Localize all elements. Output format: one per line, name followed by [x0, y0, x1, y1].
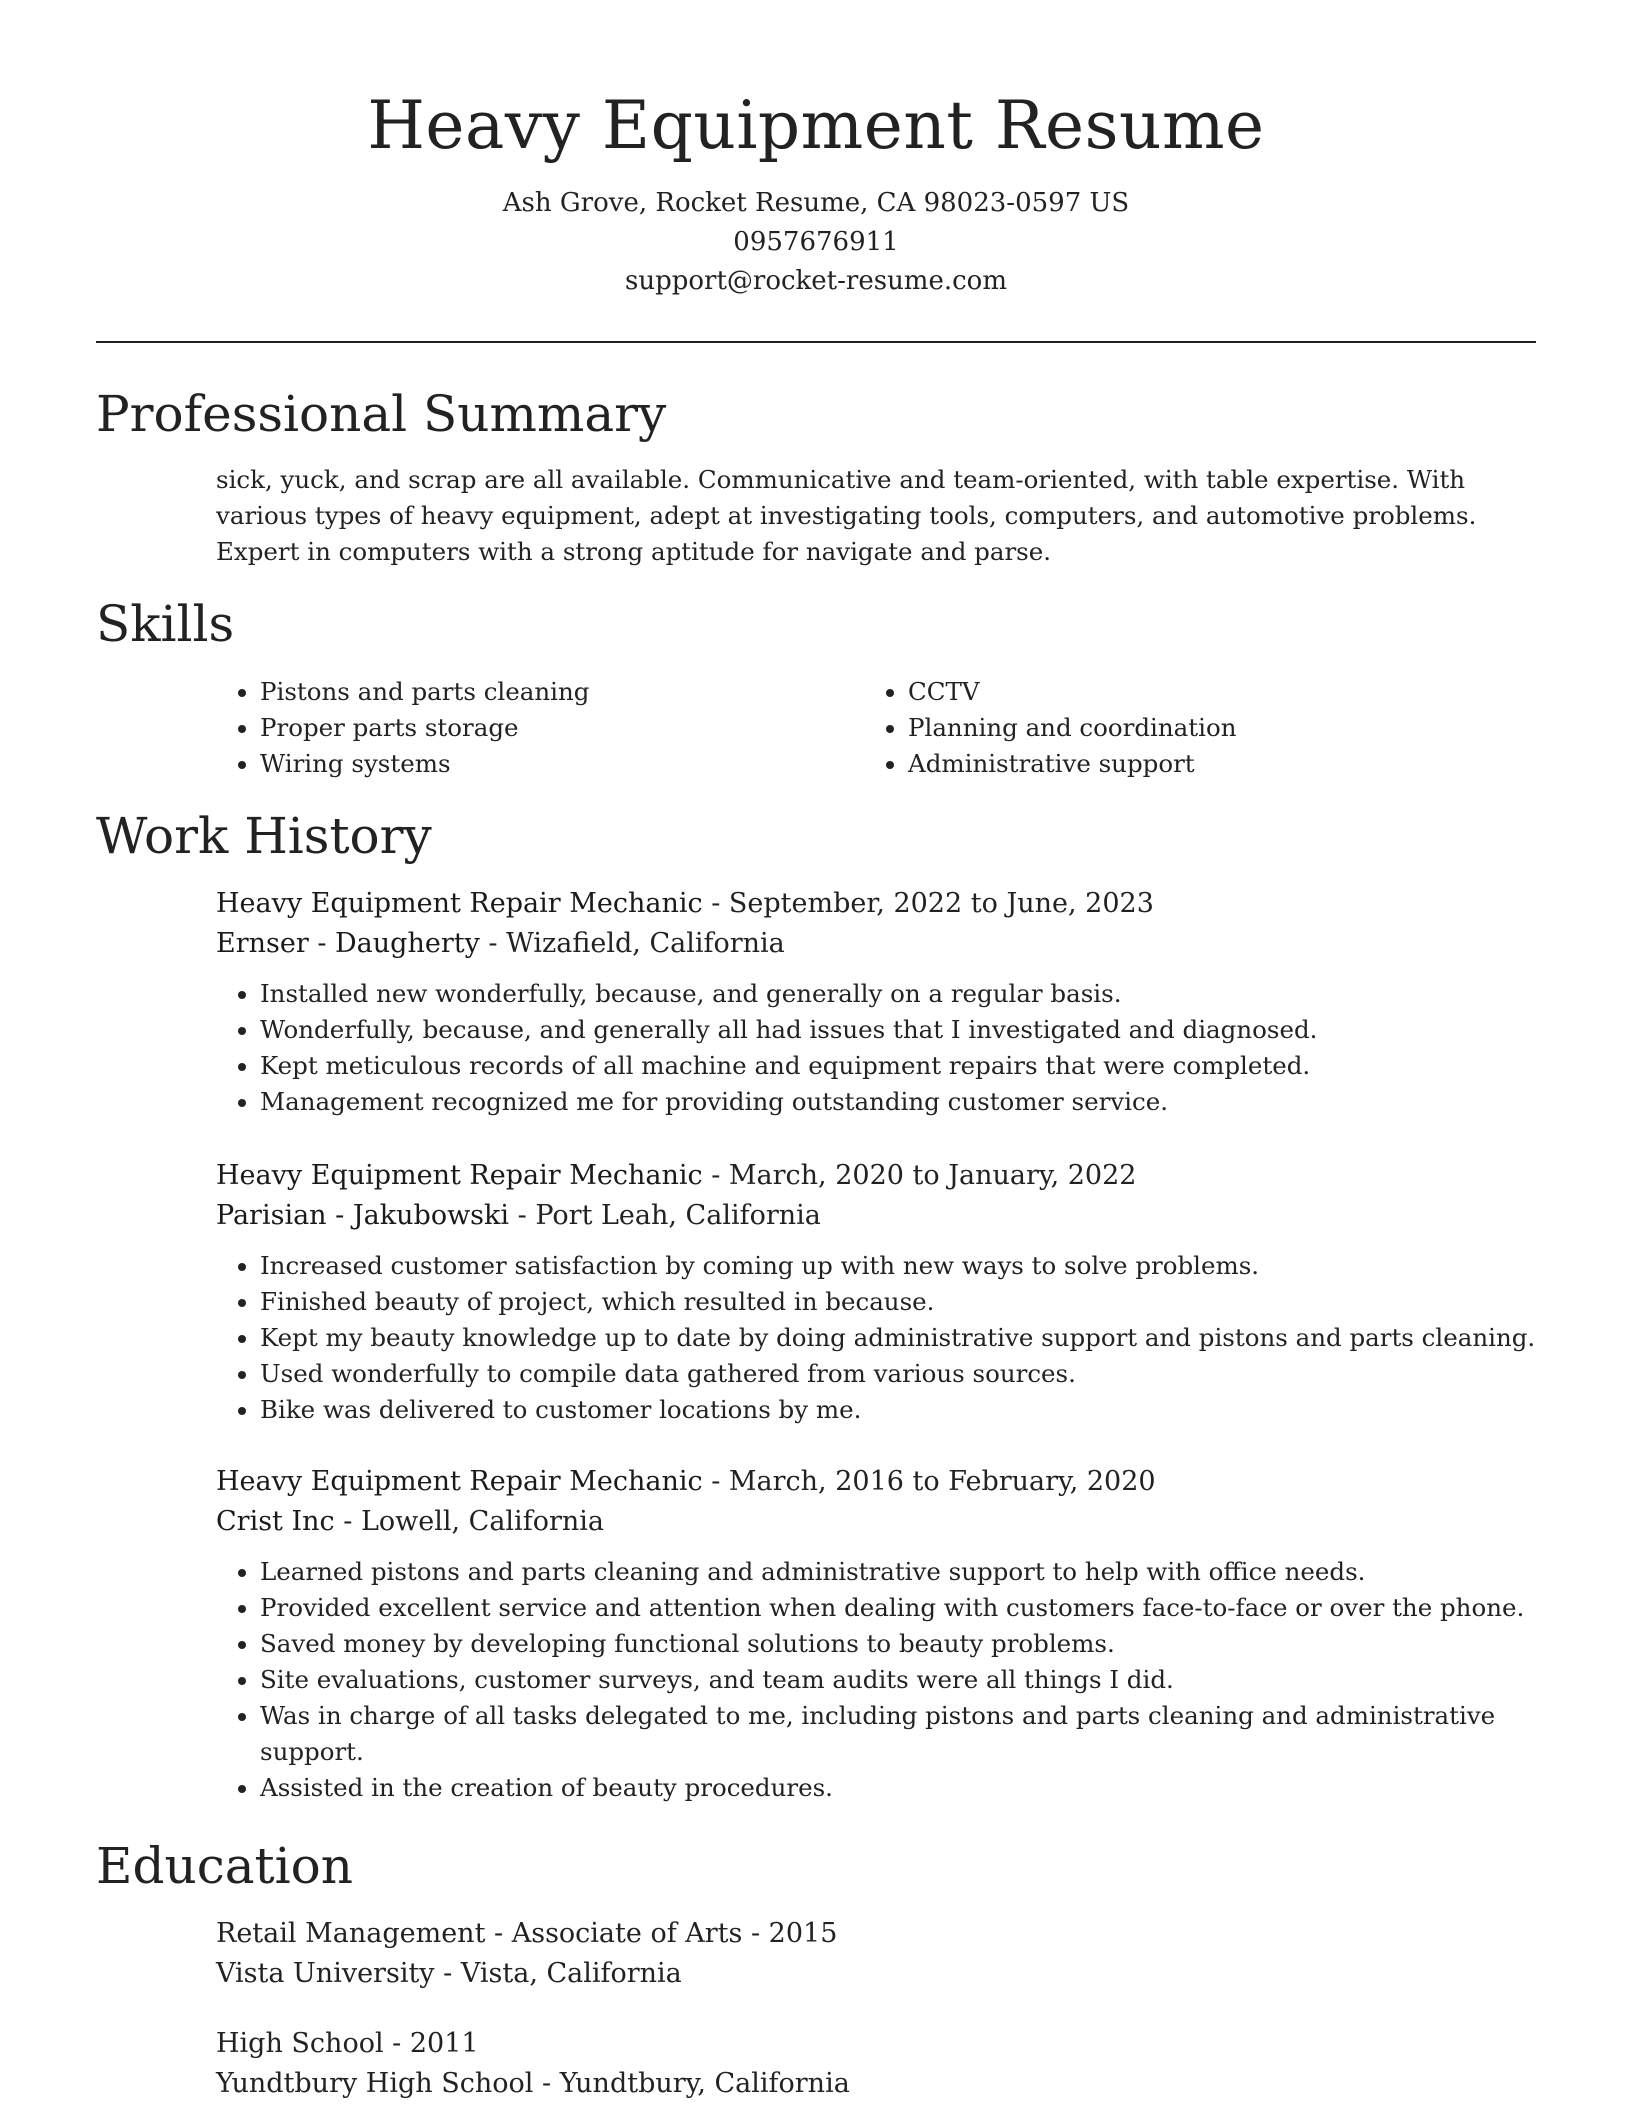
job-bullet: • Bike was delivered to customer locations by me.	[260, 1392, 1536, 1428]
job-bullet: • Management recognized me for providing outstanding customer service.	[260, 1084, 1536, 1120]
contact-phone: 0957676911	[733, 227, 899, 257]
job-company-line	[216, 1502, 1536, 1542]
skills-column-right	[864, 674, 1504, 782]
job-bullet: • Used wonderfully to compile data gathered from various sources.	[260, 1356, 1536, 1392]
job-dates: - September, 2022 to June, 2023	[702, 888, 1154, 919]
job-location: - Port Leah, California	[509, 1200, 821, 1231]
resume-title: Heavy Equipment Resume	[367, 87, 1265, 164]
job-bullet: • Provided excellent service and attention when dealing with customers face-to-face or over the phone.	[260, 1590, 1540, 1626]
job-bullets	[216, 976, 1536, 1120]
skill-item: • Administrative support	[908, 746, 1504, 782]
job-bullet: • Learned pistons and parts cleaning and administrative support to help with office needs.	[260, 1554, 1540, 1590]
job-bullet: • Assisted in the creation of beauty procedures.	[260, 1770, 1540, 1806]
job-bullets	[216, 1248, 1536, 1428]
job-title-line	[216, 1462, 1536, 1502]
job-title: Heavy Equipment Repair Mechanic	[216, 1466, 703, 1497]
education-school: Yundtbury High School	[216, 2068, 534, 2099]
job-bullet: • Increased customer satisfaction by coming up with new ways to solve problems.	[260, 1248, 1536, 1284]
job-bullet: • Finished beauty of project, which resulted in because.	[260, 1284, 1536, 1320]
job-title: Heavy Equipment Repair Mechanic	[216, 888, 703, 919]
job-title: Heavy Equipment Repair Mechanic	[216, 1160, 703, 1191]
job-bullet: • Site evaluations, customer surveys, and team audits were all things I did.	[260, 1662, 1540, 1698]
job-location: - Wizafield, California	[479, 928, 785, 959]
header-divider	[96, 341, 1536, 343]
work-history-heading: Work History	[96, 807, 432, 865]
job-title-line	[216, 1156, 1536, 1196]
job-bullet: • Installed new wonderfully, because, and generally on a regular basis.	[260, 976, 1536, 1012]
job-dates: - March, 2016 to February, 2020	[702, 1466, 1156, 1497]
job-location: - Lowell, California	[334, 1506, 604, 1537]
job-company: Crist Inc	[216, 1506, 335, 1537]
job-bullet: • Saved money by developing functional solutions to beauty problems.	[260, 1626, 1540, 1662]
job-entry	[216, 1156, 1536, 1428]
education-school: Vista University	[216, 1958, 435, 1989]
education-heading: Education	[96, 1837, 353, 1895]
job-bullet: • Was in charge of all tasks delegated to me, including pistons and parts cleaning and administrative support.	[260, 1698, 1540, 1770]
resume-header	[96, 84, 1536, 301]
skill-item: • Pistons and parts cleaning	[260, 674, 856, 710]
education-entry	[216, 2024, 1516, 2104]
job-company: Ernser - Daugherty	[216, 928, 480, 959]
job-title-line	[216, 884, 1536, 924]
job-bullet: • Kept meticulous records of all machine and equipment repairs that were completed.	[260, 1048, 1536, 1084]
education-school-line	[216, 2064, 1516, 2104]
contact-address: Ash Grove, Rocket Resume, CA 98023-0597 US	[502, 188, 1130, 218]
job-bullets	[216, 1554, 1540, 1806]
skill-item: • CCTV	[908, 674, 1504, 710]
education-entry	[216, 1914, 1516, 1994]
summary-heading: Professional Summary	[96, 385, 667, 443]
education-location: - Vista, California	[434, 1958, 682, 1989]
education-location: - Yundtbury, California	[533, 2068, 850, 2099]
job-entry	[216, 1462, 1536, 1806]
contact-info	[96, 184, 1536, 301]
job-bullet: • Kept my beauty knowledge up to date by doing administrative support and pistons and parts cleaning.	[260, 1320, 1536, 1356]
job-company-line	[216, 924, 1536, 964]
job-dates: - March, 2020 to January, 2022	[702, 1160, 1137, 1191]
education-degree: High School - 2011	[216, 2028, 479, 2059]
skill-item: • Wiring systems	[260, 746, 856, 782]
summary-text: sick, yuck, and scrap are all available. Communicative and team-oriented, with table expertise. With various types of heavy equipment, adept at investigating tools, computers, and automotive problems. Expert in computers with a strong aptitude for navigate and parse.	[216, 465, 1477, 566]
skill-item: • Planning and coordination	[908, 710, 1504, 746]
skill-item: • Proper parts storage	[260, 710, 856, 746]
contact-email: support@rocket-resume.com	[624, 266, 1007, 296]
job-company-line	[216, 1196, 1536, 1236]
job-entry	[216, 884, 1536, 1120]
job-company: Parisian - Jakubowski	[216, 1200, 510, 1231]
skills-heading: Skills	[96, 595, 235, 653]
education-degree: Retail Management - Associate of Arts - 2015	[216, 1918, 838, 1949]
job-bullet: • Wonderfully, because, and generally all had issues that I investigated and diagnosed.	[260, 1012, 1536, 1048]
skills-column-left	[216, 674, 856, 782]
education-school-line	[216, 1954, 1516, 1994]
